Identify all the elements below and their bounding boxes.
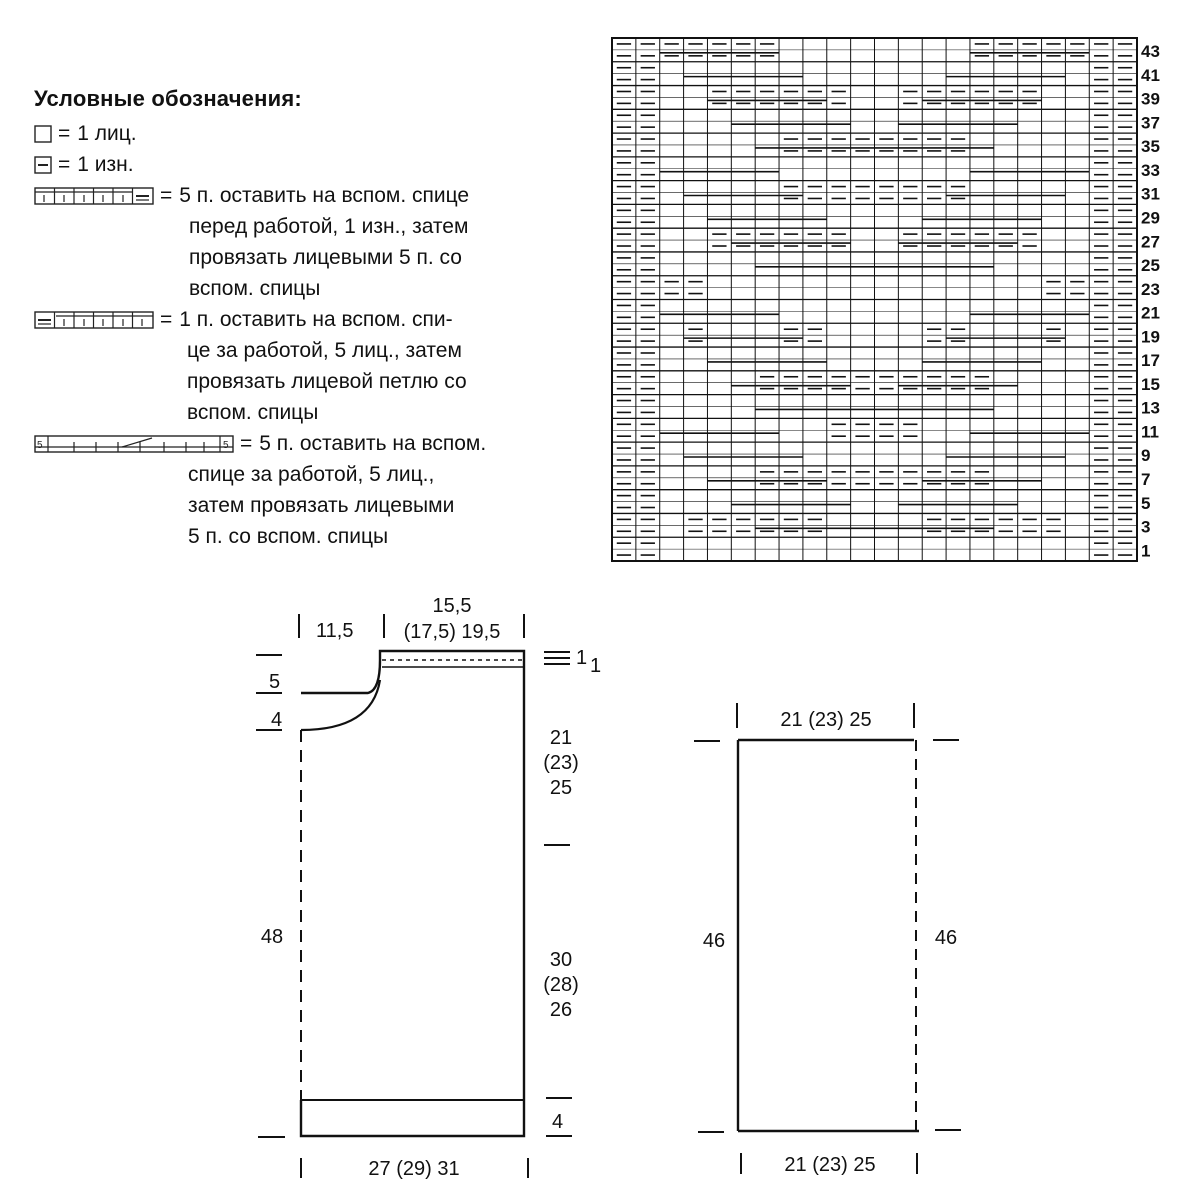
chart-row-number: 1: [1141, 541, 1151, 561]
chart-row-number: 5: [1141, 493, 1151, 513]
chart-row-number: 19: [1141, 327, 1160, 347]
chart-row-number: 25: [1141, 256, 1160, 276]
front-right-upper-1: 21: [549, 727, 573, 749]
front-left-height: 48: [260, 926, 284, 948]
front-neck-inner: [301, 680, 380, 730]
front-right-lower-2: (28): [543, 974, 579, 996]
front-schematic: [256, 614, 572, 1178]
sleeve-top-width: 21 (23) 25: [780, 709, 872, 731]
chart-row-number: 31: [1141, 184, 1160, 204]
front-right-upper-2: (23): [543, 752, 579, 774]
front-right-lower-3: 26: [549, 999, 573, 1021]
chart-row-number: 21: [1141, 303, 1160, 323]
front-outline: [301, 651, 524, 1136]
front-neck-depth-inner: 4: [271, 709, 283, 731]
legend-item-cable-back-1-5: = 1 п. оставить на вспом. спи- це за работой, 5 лиц., затем провязать лицевой петлю со вспом. спицы: [34, 304, 579, 428]
sleeve-schematic: [694, 703, 961, 1174]
chart-row-number: 9: [1141, 446, 1151, 466]
stitch-chart: [612, 38, 1137, 561]
chart-row-number: 11: [1141, 422, 1159, 442]
chart-row-number: 33: [1141, 160, 1160, 180]
chart-row-number: 17: [1141, 351, 1160, 371]
chart-row-number: 27: [1141, 232, 1160, 252]
chart-row-number: 23: [1141, 279, 1160, 299]
legend-item-cable-back-5-5: 5 5 = 5 п. оставить на вспом. спице за работой, 5 лиц., затем провязать лицевыми 5 п. со вспом. спицы: [34, 428, 579, 552]
front-top-left-width: 11,5: [316, 620, 354, 642]
chart-row-number: 13: [1141, 398, 1160, 418]
chart-row-number: 39: [1141, 89, 1160, 109]
front-right-upper-3: 25: [549, 777, 573, 799]
legend-item-knit: = 1 лиц.: [34, 118, 579, 149]
sleeve-bottom-width: 21 (23) 25: [784, 1154, 876, 1176]
chart-row-number: 41: [1141, 65, 1160, 85]
chart-row-number: 43: [1141, 42, 1160, 62]
chart-row-number: 29: [1141, 208, 1160, 228]
chart-row-number: 15: [1141, 374, 1160, 394]
front-right-lower-1: 30: [549, 949, 573, 971]
front-bottom-width: 27 (29) 31: [368, 1158, 460, 1180]
svg-text:5: 5: [223, 440, 229, 451]
front-neck-depth-outer: 5: [269, 671, 281, 693]
chart-row-number: 37: [1141, 113, 1160, 133]
front-top-right-width-2: (17,5) 19,5: [403, 621, 501, 643]
front-top-right-width-1: 15,5: [432, 595, 472, 617]
legend-item-purl: = 1 изн.: [34, 149, 579, 180]
chart-row-number: 7: [1141, 469, 1151, 489]
chart-row-number: 35: [1141, 137, 1160, 157]
sleeve-left-height: 46: [702, 930, 726, 952]
legend-item-cable-front: = 5 п. оставить на вспом. спице перед работой, 1 изн., затем провязать лицевыми 5 п. со вспом. спицы: [34, 180, 579, 304]
chart-row-number: 3: [1141, 517, 1151, 537]
legend-title: Условные обозначения:: [34, 86, 302, 111]
chart-row-numbers: [1141, 42, 1160, 560]
front-band-label: 1: [576, 647, 588, 669]
sleeve-right-height: 46: [934, 927, 958, 949]
svg-text:5: 5: [37, 440, 43, 451]
front-band-label-sub: 1: [590, 655, 602, 677]
front-hem-height: 4: [552, 1111, 564, 1133]
